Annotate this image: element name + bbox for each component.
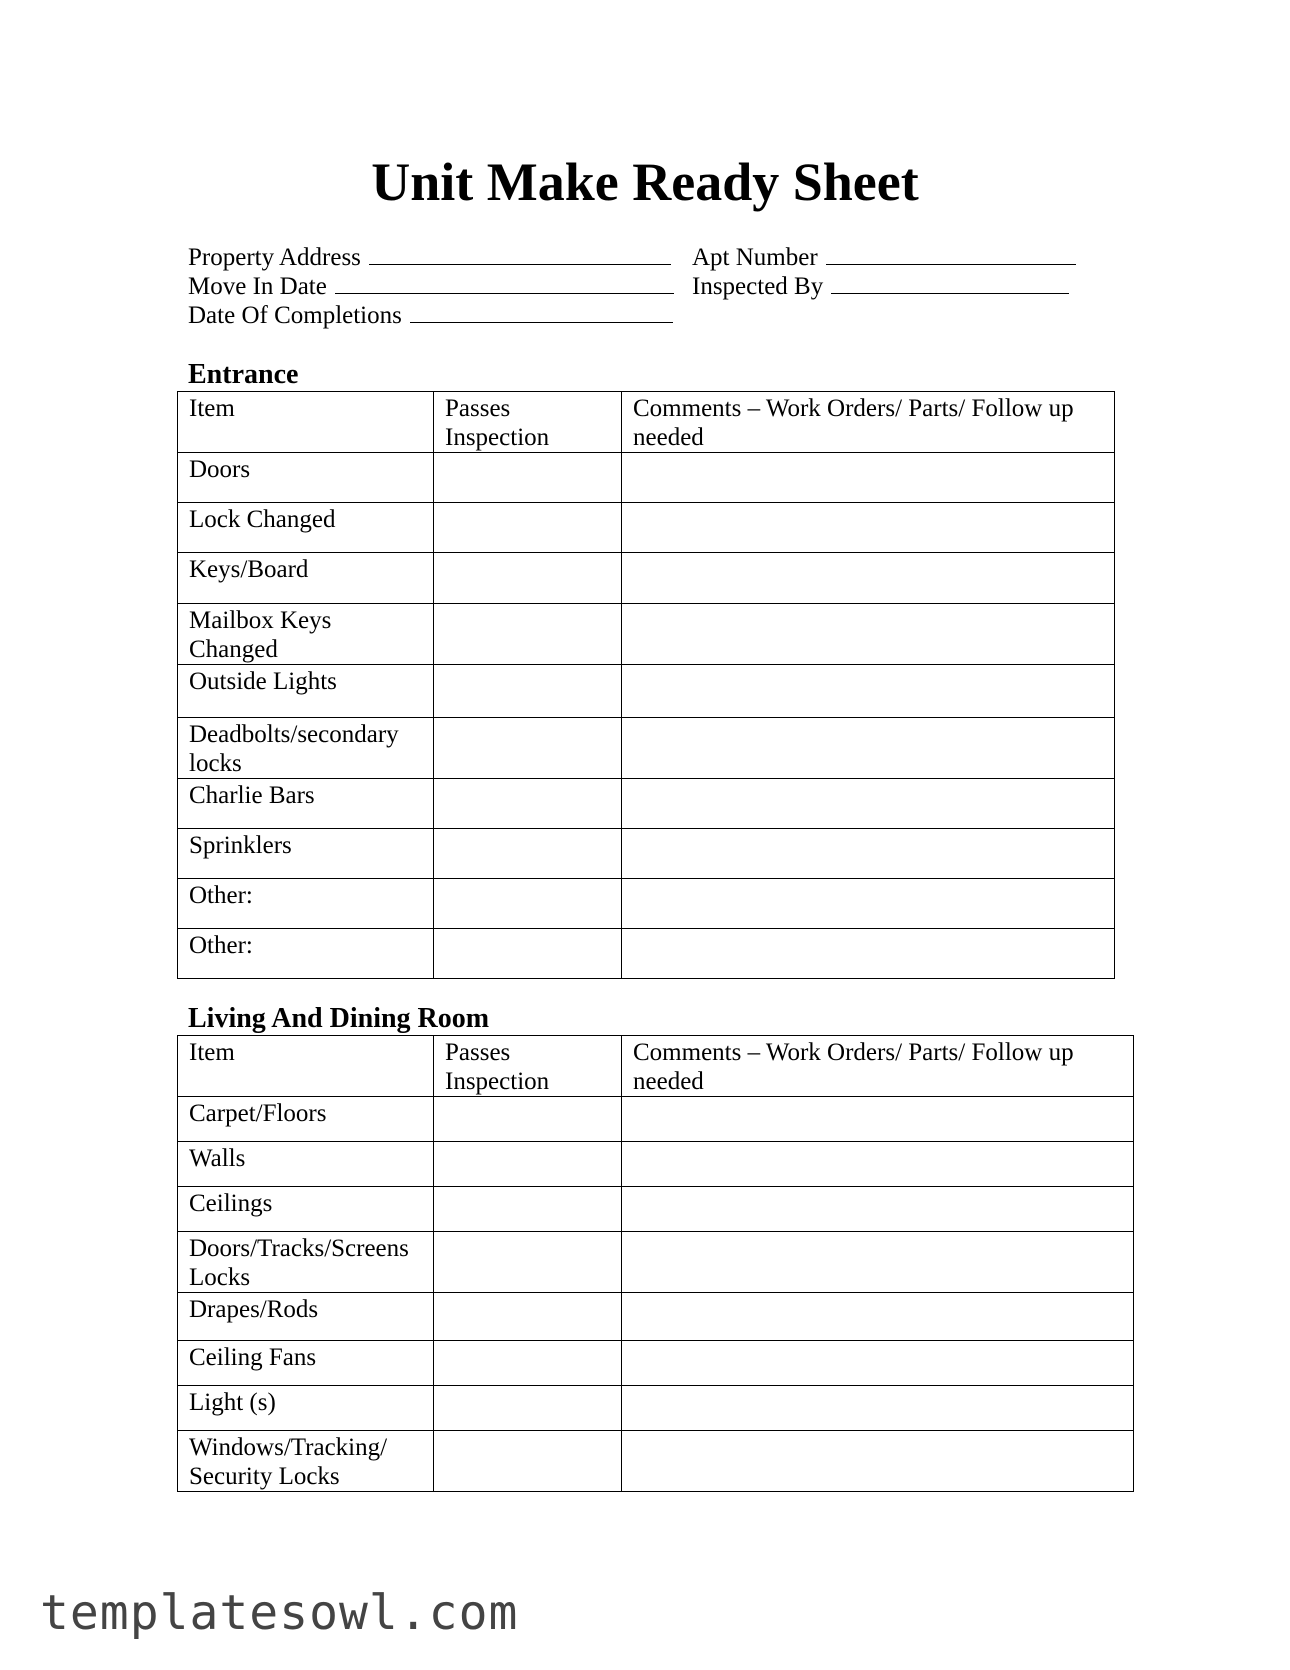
date-of-completions-label: Date Of Completions — [188, 302, 402, 329]
apt-number-line[interactable] — [826, 242, 1076, 265]
item-cell: Sprinklers — [178, 829, 434, 879]
table-header-row — [178, 1036, 1134, 1097]
table-row — [178, 1341, 1134, 1386]
table-row — [178, 1293, 1134, 1341]
table-header-row — [178, 392, 1115, 453]
passes-cell[interactable] — [434, 829, 622, 879]
table-row — [178, 553, 1115, 604]
column-header-comments: Comments – Work Orders/ Parts/ Follow up needed — [622, 1036, 1134, 1097]
passes-cell[interactable] — [434, 929, 622, 979]
passes-cell[interactable] — [434, 665, 622, 718]
comments-cell[interactable] — [622, 1341, 1134, 1386]
comments-cell[interactable] — [622, 553, 1115, 604]
comments-cell[interactable] — [622, 1232, 1134, 1293]
apt-number-field[interactable] — [692, 242, 1076, 272]
comments-cell[interactable] — [622, 779, 1115, 829]
comments-cell[interactable] — [622, 1142, 1134, 1187]
column-header-passes: Passes Inspection — [434, 1036, 622, 1097]
table-row — [178, 879, 1115, 929]
table-row — [178, 1097, 1134, 1142]
passes-cell[interactable] — [434, 879, 622, 929]
passes-cell[interactable] — [434, 1142, 622, 1187]
comments-cell[interactable] — [622, 879, 1115, 929]
table-row — [178, 1187, 1134, 1232]
passes-cell[interactable] — [434, 1097, 622, 1142]
date-of-completions-field[interactable] — [188, 300, 673, 330]
comments-cell[interactable] — [622, 604, 1115, 665]
item-cell: Doors/Tracks/Screens Locks — [178, 1232, 434, 1293]
item-cell: Other: — [178, 879, 434, 929]
item-cell: Deadbolts/secondary locks — [178, 718, 434, 779]
comments-cell[interactable] — [622, 1097, 1134, 1142]
item-cell: Lock Changed — [178, 503, 434, 553]
table-row — [178, 453, 1115, 503]
item-cell: Keys/Board — [178, 553, 434, 604]
section-title-entrance: Entrance — [188, 359, 299, 390]
table-row — [178, 929, 1115, 979]
item-cell: Carpet/Floors — [178, 1097, 434, 1142]
table-row — [178, 1142, 1134, 1187]
table-row — [178, 779, 1115, 829]
passes-cell[interactable] — [434, 718, 622, 779]
item-cell: Windows/Tracking/ Security Locks — [178, 1431, 434, 1492]
table-row — [178, 503, 1115, 553]
passes-cell[interactable] — [434, 1232, 622, 1293]
item-cell: Other: — [178, 929, 434, 979]
item-cell: Doors — [178, 453, 434, 503]
table-row — [178, 1431, 1134, 1492]
table-row — [178, 604, 1115, 665]
section-title-living-dining: Living And Dining Room — [188, 1003, 490, 1034]
property-address-label: Property Address — [188, 244, 361, 271]
entrance-table — [177, 391, 1115, 979]
comments-cell[interactable] — [622, 665, 1115, 718]
column-header-item: Item — [178, 392, 434, 453]
inspected-by-line[interactable] — [831, 271, 1069, 294]
comments-cell[interactable] — [622, 829, 1115, 879]
comments-cell[interactable] — [622, 929, 1115, 979]
table-row — [178, 1386, 1134, 1431]
inspected-by-field[interactable] — [692, 271, 1069, 301]
table-row — [178, 829, 1115, 879]
table-row — [178, 665, 1115, 718]
comments-cell[interactable] — [622, 1386, 1134, 1431]
column-header-comments: Comments – Work Orders/ Parts/ Follow up needed — [622, 392, 1115, 453]
passes-cell[interactable] — [434, 1386, 622, 1431]
passes-cell[interactable] — [434, 1431, 622, 1492]
item-cell: Ceiling Fans — [178, 1341, 434, 1386]
comments-cell[interactable] — [622, 1431, 1134, 1492]
watermark-text: templatesowl.com — [40, 1585, 519, 1641]
apt-number-label: Apt Number — [692, 244, 818, 271]
passes-cell[interactable] — [434, 1293, 622, 1341]
passes-cell[interactable] — [434, 1341, 622, 1386]
table-row — [178, 718, 1115, 779]
comments-cell[interactable] — [622, 1293, 1134, 1341]
comments-cell[interactable] — [622, 1187, 1134, 1232]
item-cell: Charlie Bars — [178, 779, 434, 829]
move-in-date-label: Move In Date — [188, 273, 327, 300]
column-header-passes: Passes Inspection — [434, 392, 622, 453]
item-cell: Mailbox Keys Changed — [178, 604, 434, 665]
column-header-item: Item — [178, 1036, 434, 1097]
passes-cell[interactable] — [434, 553, 622, 604]
comments-cell[interactable] — [622, 718, 1115, 779]
inspected-by-label: Inspected By — [692, 273, 824, 300]
item-cell: Light (s) — [178, 1386, 434, 1431]
table-row — [178, 1232, 1134, 1293]
passes-cell[interactable] — [434, 503, 622, 553]
comments-cell[interactable] — [622, 453, 1115, 503]
passes-cell[interactable] — [434, 779, 622, 829]
move-in-date-line[interactable] — [335, 271, 674, 294]
item-cell: Ceilings — [178, 1187, 434, 1232]
passes-cell[interactable] — [434, 453, 622, 503]
item-cell: Drapes/Rods — [178, 1293, 434, 1341]
move-in-date-field[interactable] — [188, 271, 674, 301]
passes-cell[interactable] — [434, 1187, 622, 1232]
property-address-line[interactable] — [369, 242, 671, 265]
living-dining-table — [177, 1035, 1134, 1492]
item-cell: Outside Lights — [178, 665, 434, 718]
page-title: Unit Make Ready Sheet — [371, 152, 919, 212]
item-cell: Walls — [178, 1142, 434, 1187]
passes-cell[interactable] — [434, 604, 622, 665]
property-address-field[interactable] — [188, 242, 671, 272]
comments-cell[interactable] — [622, 503, 1115, 553]
date-of-completions-line[interactable] — [410, 300, 673, 323]
